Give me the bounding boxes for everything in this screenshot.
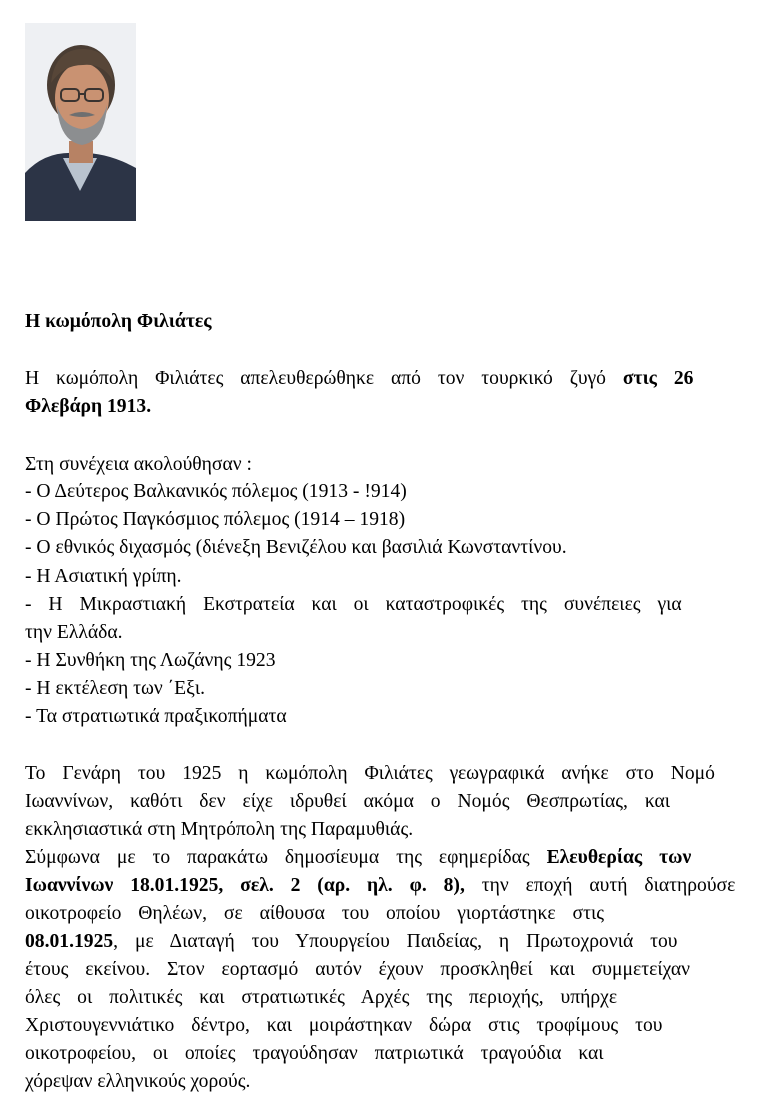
list-item: - Ο εθνικός διχασμός (διένεξη Βενιζέλου και βασιλιά Κωνσταντίνου.	[25, 537, 567, 558]
list-item: - Τα στρατιωτικά πραξικοπήματα	[25, 706, 287, 727]
paragraph-2-line	[25, 848, 747, 868]
paragraph-2-text: έτους εκείνου. Στον εορτασμό αυτόν έχουν προσκληθεί και συμμετείχαν	[25, 959, 691, 980]
newspaper-reference: Ιωαννίνων 18.01.1925, σελ. 2 (αρ. ηλ. φ. 8),	[25, 875, 465, 896]
list-item-continuation: την Ελλάδα.	[25, 622, 123, 643]
list-item: - Η Συνθήκη της Λωζάνης 1923	[25, 650, 276, 671]
paragraph-2-text: Χριστουγεννιάτικο δέντρο, και μοιράστηκαν δώρα στις τροφίμους του	[25, 1015, 663, 1036]
paragraph-2-line	[25, 932, 747, 952]
intro-date-part2: Φλεβάρη 1913.	[25, 396, 152, 417]
paragraph-2-line	[25, 904, 747, 924]
paragraph-1-line	[25, 792, 747, 812]
paragraph-2-line	[25, 960, 747, 980]
paragraph-1-line: εκκλησιαστικά στη Μητρόπολη της Παραμυθιάς.	[25, 819, 414, 840]
paragraph-2-text: οικοτροφείο Θηλέων, σε αίθουσα του οποίου γιορτάστηκε στις	[25, 903, 604, 924]
intro-line-1	[25, 369, 747, 389]
paragraph-1-line	[25, 764, 747, 784]
list-item: - Η Ασιατική γρίπη.	[25, 566, 182, 587]
page-title: Η κωμόπολη Φιλιάτες	[25, 311, 212, 332]
list-item: - Ο Πρώτος Παγκόσμιος πόλεμος (1914 – 1918)	[25, 509, 406, 530]
paragraph-1-text: Ιωαννίνων, καθότι δεν είχε ιδρυθεί ακόμα ο Νομός Θεσπρωτίας, και	[25, 791, 671, 812]
list-item-text: - Η Μικραστιακή Εκστρατεία και οι καταστροφικές της συνέπειες για	[25, 594, 682, 615]
paragraph-2-text: Σύμφωνα με το παρακάτω δημοσίευμα της εφημερίδας	[25, 847, 547, 868]
paragraph-2-line	[25, 1044, 747, 1064]
intro-text: Η κωμόπολη Φιλιάτες απελευθερώθηκε από τον τουρκικό ζυγό	[25, 368, 623, 389]
intro-date-part1: στις 26	[622, 368, 694, 389]
paragraph-2-line: χόρεψαν ελληνικούς χορούς.	[25, 1071, 251, 1092]
intro-line-2	[25, 397, 151, 417]
newspaper-name: Ελευθερίας των	[546, 847, 692, 868]
author-portrait	[25, 23, 136, 221]
paragraph-2-line	[25, 876, 747, 896]
list-item: - Ο Δεύτερος Βαλκανικός πόλεμος (1913 - !914)	[25, 481, 407, 502]
events-heading: Στη συνέχεια ακολούθησαν :	[25, 454, 252, 475]
paragraph-2-text: όλες οι πολιτικές και στρατιωτικές Αρχές της περιοχής, υπήρχε	[25, 987, 618, 1008]
paragraph-2-text: , με Διαταγή του Υπουργείου Παιδείας, η Πρωτοχρονιά του	[113, 931, 678, 952]
paragraph-2-line	[25, 988, 747, 1008]
event-date: 08.01.1925	[25, 931, 114, 952]
paragraph-1-text: Το Γενάρη του 1925 η κωμόπολη Φιλιάτες γεωγραφικά ανήκε στο Νομό	[25, 763, 715, 784]
list-item: - Η εκτέλεση των ΄Εξι.	[25, 678, 206, 699]
paragraph-2-text: την εποχή αυτή διατηρούσε	[464, 875, 736, 896]
list-item	[25, 595, 747, 615]
paragraph-2-line	[25, 1016, 747, 1036]
paragraph-2-text: οικοτροφείου, οι οποίες τραγούδησαν πατριωτικά τραγούδια και	[25, 1043, 604, 1064]
